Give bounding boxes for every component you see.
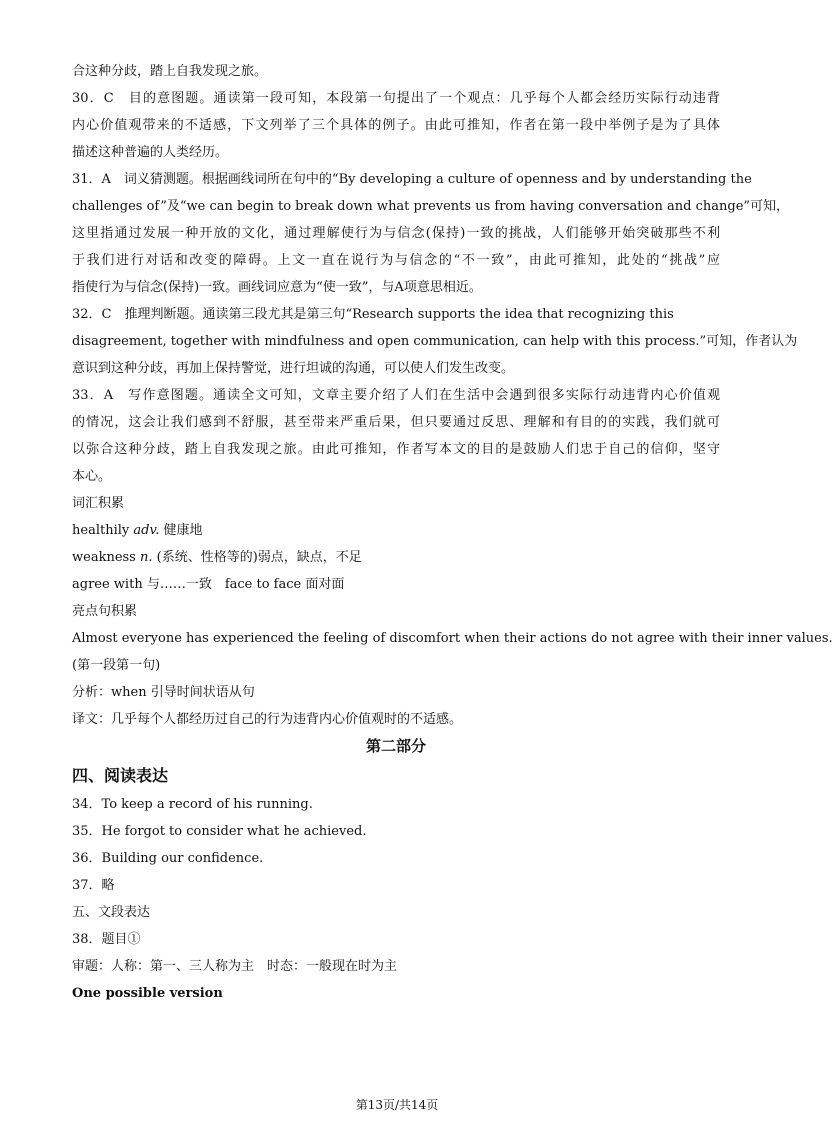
text-line: 这里指通过发展一种开放的文化，通过理解使行为与信念(保持)一致的挑战，人们能够开始突破那些不利: [72, 226, 720, 241]
vocab-phrases: agree with 与……一致 face to face 面对面: [72, 577, 345, 592]
text-line: 描述这种普遍的人类经历。: [72, 145, 229, 160]
text-line: 于我们进行对话和改变的障碍。上文一直在说行为与信念的“不一致”，由此可推知，此处的“挑战”应: [72, 253, 720, 268]
vocab-meaning: (系统、性格等的)弱点，缺点，不足: [152, 550, 362, 565]
text-line: 32．C 推理判断题。通读第三段尤其是第三句“Research supports the idea that recognizing this: [72, 307, 674, 322]
highlight-sentence: Almost everyone has experienced the feeling of discomfort when their actions do not agree with their inner values.: [72, 631, 833, 646]
text-line: 本心。: [72, 469, 112, 484]
text-line: 内心价值观带来的不适感，下文列举了三个具体的例子。由此可推知，作者在第一段中举例子是为了具体: [72, 118, 720, 133]
page-number-footer: 第13页/共14页: [355, 1098, 439, 1112]
answer-35: 35．He forgot to consider what he achieved.: [72, 824, 367, 839]
text-line: 以弥合这种分歧，踏上自我发现之旅。由此可推知，作者写本文的目的是鼓励人们忠于自己的信仰，坚守: [72, 442, 720, 457]
text-line: 指使行为与信念(保持)一致。画线词应意为“使一致”，与A项意思相近。: [72, 280, 482, 295]
text-line: 30．C 目的意图题。通读第一段可知，本段第一句提出了一个观点：几乎每个人都会经历实际行动违背: [72, 91, 720, 106]
text-line: 意识到这种分歧，再加上保持警觉，进行坦诚的沟通，可以使人们发生改变。: [72, 361, 515, 376]
text-line: challenges of”及“we can begin to break down what prevents us from having conversation and change”可知，: [72, 199, 790, 214]
vocab-part-of-speech: n.: [140, 550, 153, 565]
section-four-heading: 四、阅读表达: [72, 766, 169, 785]
vocab-word: healthily: [72, 523, 130, 538]
vocab-meaning: 健康地: [159, 523, 203, 538]
highlight-analysis: 分析：when 引导时间状语从句: [72, 685, 255, 700]
document-page: [72, 58, 833, 1007]
vocab-entry-weakness: [72, 544, 720, 571]
vocab-entry-healthily: [72, 517, 720, 544]
answer-37: 37．略: [72, 878, 115, 893]
text-line: 33．A 写作意图题。通读全文可知，文章主要介绍了人们在生活中会遇到很多实际行动违背内心价值观: [72, 388, 720, 403]
text-line: 的情况，这会让我们感到不舒服，甚至带来严重后果，但只要通过反思、理解和有目的的实践，我们就可: [72, 415, 720, 430]
vocab-word: weakness: [72, 550, 136, 565]
highlight-source: (第一段第一句): [72, 658, 161, 673]
highlight-translation: 译文：几乎每个人都经历过自己的行为违背内心价值观时的不适感。: [72, 712, 463, 727]
answer-34: 34．To keep a record of his running.: [72, 797, 313, 812]
part-two-title: 第二部分: [365, 737, 426, 755]
answer-36: 36．Building our confidence.: [72, 851, 264, 866]
text-line: 合这种分歧，踏上自我发现之旅。: [72, 64, 268, 79]
section-five-heading: 五、文段表达: [72, 905, 151, 920]
highlight-heading: 亮点句积累: [72, 604, 138, 619]
text-line: disagreement, together with mindfulness and open communication, can help with this process.”可知，作者认为: [72, 334, 798, 349]
question-38: 38．题目①: [72, 932, 141, 947]
vocab-part-of-speech: adv.: [133, 523, 160, 538]
vocab-heading: 词汇积累: [72, 496, 125, 511]
text-line: 31．A 词义猜测题。根据画线词所在句中的“By developing a culture of openness and by understanding the: [72, 172, 752, 187]
review-note: 审题：人称：第一、三人称为主 时态：一般现在时为主: [72, 959, 398, 974]
possible-version-label: One possible version: [72, 986, 223, 1001]
